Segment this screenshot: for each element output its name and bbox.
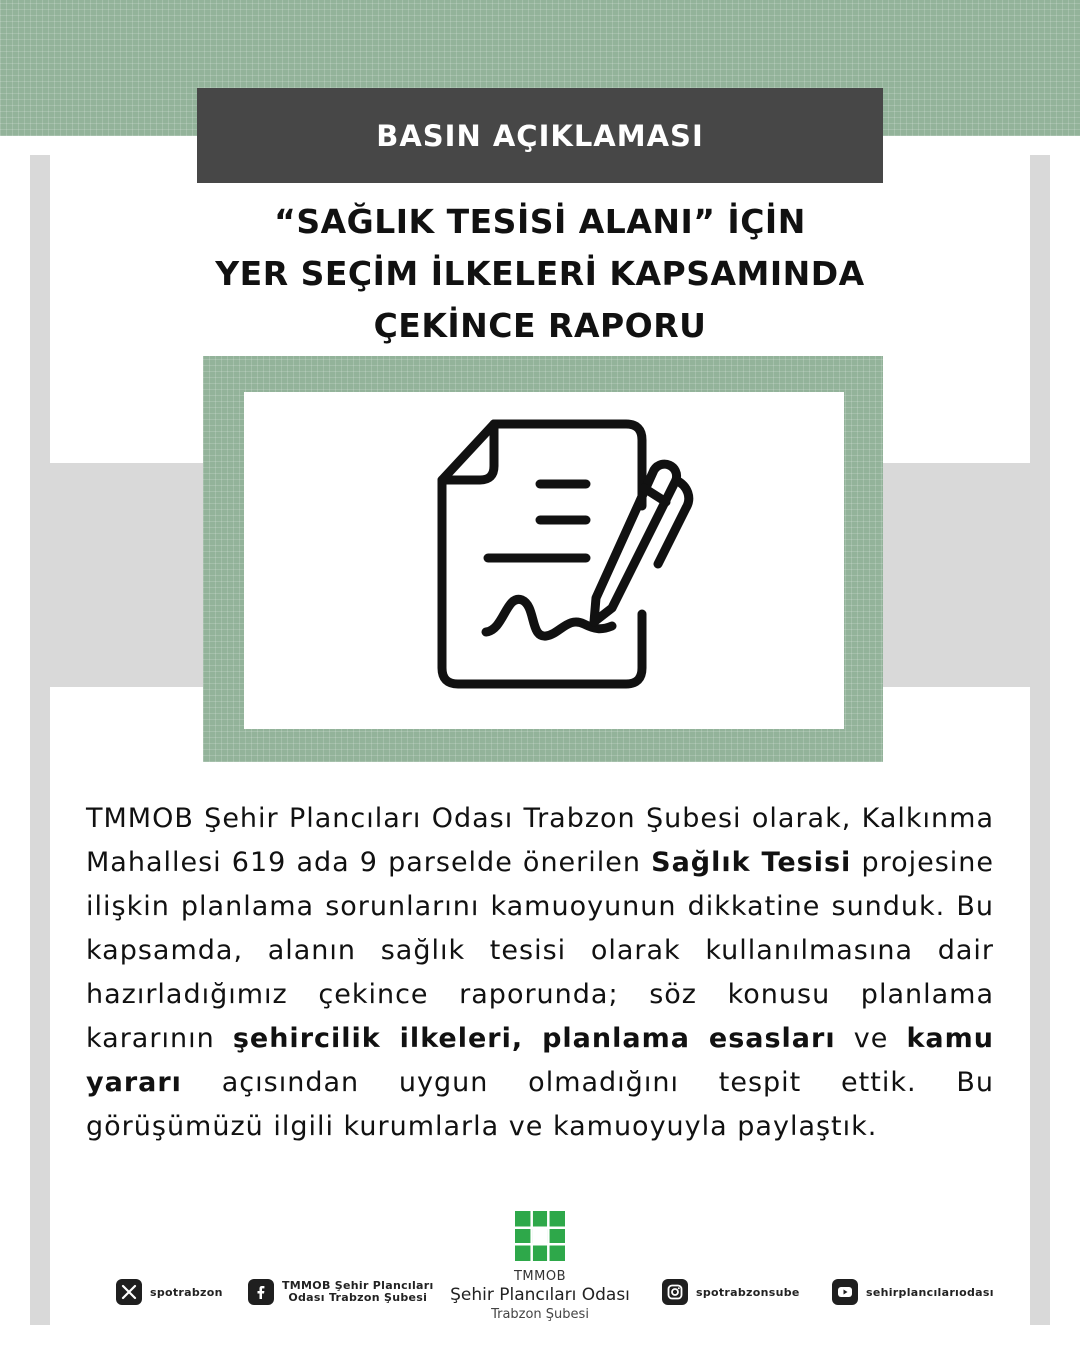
body-text-2: projesine ilişkin planlama sorunlarını kamuoyunun dikkatine sunduk. Bu kapsamda, alanın sağlık tesisi olarak kullanılmasına dair hazırladığımız çekince raporunda; söz konusu planlama kararının: [86, 847, 995, 1054]
title-line-2: YER SEÇİM İLKELERİ KAPSAMINDA: [215, 254, 865, 293]
social-x[interactable]: [116, 1279, 223, 1305]
page-title: [120, 196, 960, 352]
body-bold-2: şehircilik ilkeleri, planlama esasları: [232, 1023, 836, 1054]
social-instagram[interactable]: [662, 1279, 800, 1305]
facebook-label: [282, 1280, 434, 1304]
mid-band-right-decor: [875, 463, 1030, 687]
youtube-handle: sehirplancılarıodası: [866, 1285, 994, 1299]
x-icon: [116, 1279, 142, 1305]
spo-logo-mark-icon: [515, 1211, 565, 1261]
facebook-icon: [248, 1279, 274, 1305]
press-release-body: [86, 797, 994, 1149]
right-rail-decor: [1030, 155, 1050, 1325]
header-label: BASIN AÇIKLAMASI: [376, 118, 704, 153]
body-bold-3: kamu yararı: [86, 1023, 994, 1098]
youtube-icon: [832, 1279, 858, 1305]
logo-line-3: Trabzon Şubesi: [491, 1307, 589, 1322]
title-line-3: ÇEKİNCE RAPORU: [373, 306, 707, 345]
logo-line-1: TMMOB: [513, 1269, 567, 1284]
social-youtube[interactable]: [832, 1279, 994, 1305]
x-handle: spotrabzon: [150, 1285, 223, 1299]
body-text-4: açısından uygun olmadığını tespit ettik. Bu görüşümüzü ilgili kurumlarla ve kamuoyuyla paylaştık.: [86, 1067, 994, 1142]
press-release-header: [197, 88, 883, 183]
document-signature-icon: [436, 418, 716, 698]
organization-logo: [440, 1211, 640, 1322]
footer: [0, 1205, 1080, 1345]
instagram-icon: [662, 1279, 688, 1305]
facebook-line-1: TMMOB Şehir Plancıları: [282, 1279, 434, 1292]
title-line-1: “SAĞLIK TESİSİ ALANI” İÇİN: [274, 202, 806, 241]
instagram-handle: spotrabzonsube: [696, 1285, 800, 1299]
body-text-1: TMMOB Şehir Plancıları Odası Trabzon Şubesi olarak, Kalkınma Mahallesi 619 ada 9 parselde önerilen: [86, 803, 994, 878]
body-bold-1: Sağlık Tesisi: [651, 847, 852, 878]
body-text-3: ve: [835, 1023, 907, 1054]
logo-line-2: Şehir Plancıları Odası: [450, 1285, 630, 1305]
social-facebook[interactable]: [248, 1279, 434, 1305]
mid-band-left-decor: [50, 463, 210, 687]
left-rail-decor: [30, 155, 50, 1325]
facebook-line-2: Odası Trabzon Şubesi: [288, 1291, 428, 1304]
